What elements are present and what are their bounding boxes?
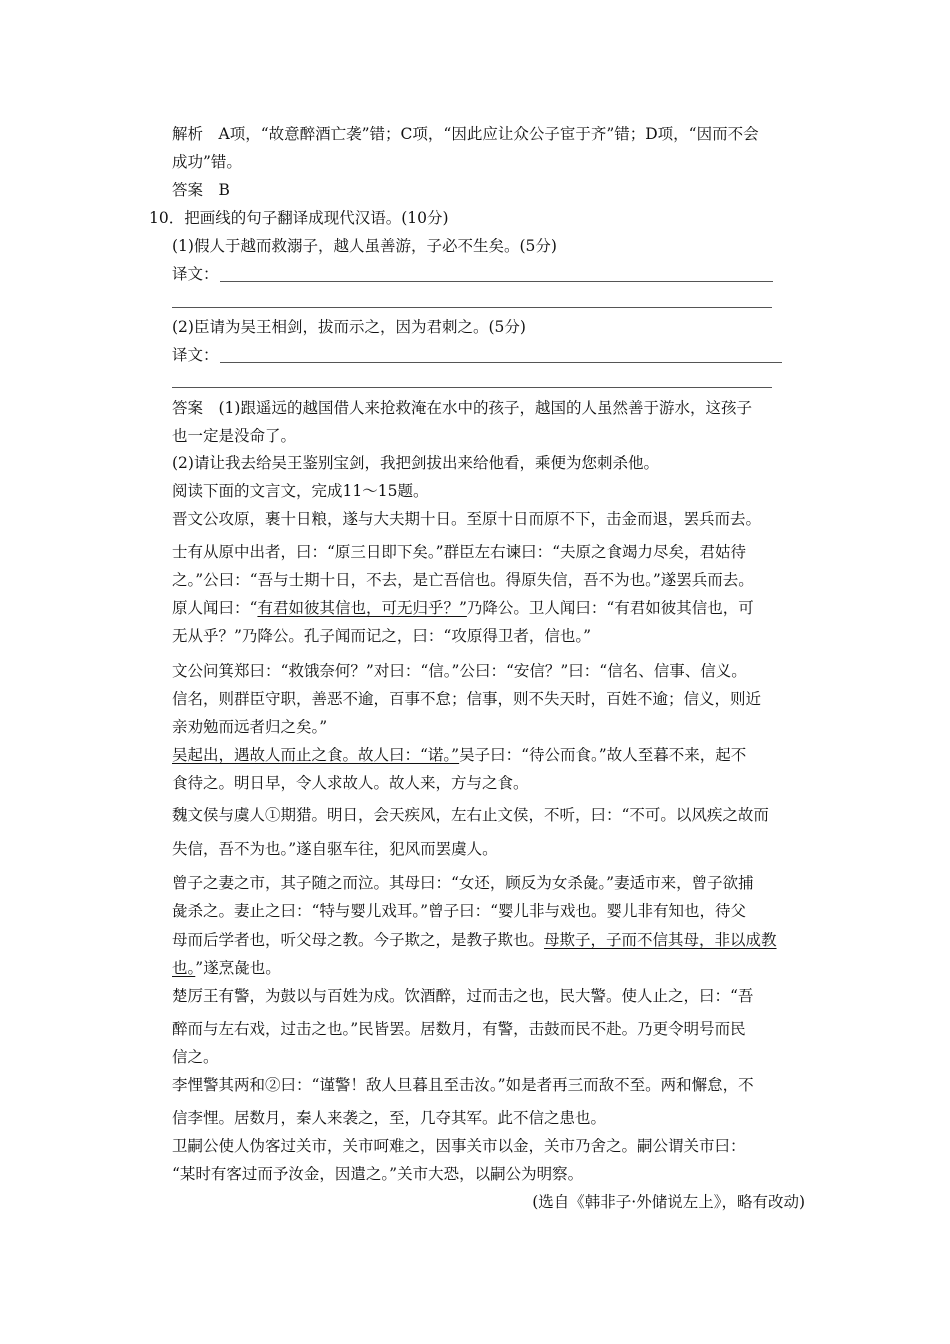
passage-line: 信李悝。居数月，秦人来袭之，至，几夺其军。此不信之患也。 bbox=[172, 1109, 607, 1127]
passage-line: 无从乎？”乃降公。孔子闻而记之，曰：“攻原得卫者，信也。” bbox=[172, 627, 592, 645]
answer-10-line-2: 也一定是没命了。 bbox=[172, 427, 297, 445]
text-segment: 乃降公。卫人闻曰：“有君如彼其信也，可 bbox=[466, 599, 754, 617]
question-10-part-2: (2)臣请为吴王相剑，拔而示之，因为君刺之。(5分) bbox=[172, 318, 526, 336]
passage-line: 亲劝勉而远者归之矣。” bbox=[172, 718, 328, 736]
analysis-line-2: 成功”错。 bbox=[172, 153, 242, 171]
question-10: 10．把画线的句子翻译成现代汉语。(10分) bbox=[149, 209, 449, 227]
passage-line: 之。”公曰：“吾与士期十日，不去，是亡吾信也。得原失信，吾不为也。”遂罢兵而去。 bbox=[172, 571, 754, 589]
answer-line[interactable] bbox=[172, 307, 772, 308]
passage-line: 文公问箕郑曰：“救饿奈何？”对曰：“信。”公曰：“安信？”曰：“信名、信事、信义。 bbox=[172, 662, 747, 680]
passage-line: 楚厉王有警，为鼓以与百姓为戍。饮酒醉，过而击之也，民大警。使人止之，曰：“吾 bbox=[172, 987, 754, 1005]
underlined-sentence: 吴起出，遇故人而止之食。故人曰：“诺。” bbox=[172, 746, 460, 764]
answer-10-line-3: (2)请让我去给吴王鉴别宝剑，我把剑拔出来给他看，乘便为您刺杀他。 bbox=[172, 454, 659, 472]
passage-line: 李悝警其两和②曰：“谨警！敌人旦暮且至击汝。”如是者再三而敌不至。两和懈怠，不 bbox=[172, 1076, 754, 1094]
passage-line bbox=[172, 958, 281, 978]
passage-line: 醉而与左右戏，过击之也。”民皆罢。居数月，有警，击鼓而民不赴。乃更令明号而民 bbox=[172, 1020, 746, 1038]
passage-line: 士有从原中出者，曰：“原三日即下矣。”群臣左右谏曰：“夫原之食竭力尽矣，君姑待 bbox=[172, 543, 747, 561]
underlined-sentence: 有君如彼其信也，可无归乎？” bbox=[257, 599, 467, 617]
passage-line: “某时有客过而予汝金，因遣之。”关市大恐，以嗣公为明察。 bbox=[172, 1165, 584, 1183]
text-segment: 吴子曰：“待公而食。”故人至暮不来，起不 bbox=[459, 746, 747, 764]
analysis-line-1: 解析 A项，“故意醉酒亡袭”错；C项，“因此应让众公子宦于齐”错；D项，“因而不会 bbox=[172, 125, 759, 143]
passage-line: 曾子之妻之市，其子随之而泣。其母曰：“女还，顾反为女杀彘。”妻适市来，曾子欲捕 bbox=[172, 874, 754, 892]
underlined-sentence: 母欺子，子而不信其母，非以成教 bbox=[544, 931, 777, 949]
text-segment: 原人闻曰：“ bbox=[172, 599, 258, 617]
passage-line: 晋文公攻原，裹十日粮，遂与大夫期十日。至原十日而原不下，击金而退，罢兵而去。 bbox=[172, 510, 762, 528]
text-segment: 母而后学者也，听父母之教。今子欺之，是教子欺也。 bbox=[172, 931, 545, 949]
answer-line[interactable] bbox=[220, 362, 782, 363]
reading-instruction: 阅读下面的文言文，完成11～15题。 bbox=[172, 482, 429, 500]
text-segment: ”遂烹彘也。 bbox=[195, 959, 281, 977]
passage-line: 彘杀之。妻止之曰：“特与婴儿戏耳。”曾子曰：“婴儿非与戏也。婴儿非有知也，待父 bbox=[172, 902, 747, 920]
answer-line[interactable] bbox=[220, 281, 773, 282]
source-citation: (选自《韩非子·外储说左上》，略有改动) bbox=[532, 1193, 805, 1211]
answer-b: 答案 B bbox=[172, 181, 230, 199]
passage-line: 魏文侯与虞人①期猎。明日，会天疾风，左右止文侯，不听，曰：“不可。以风疾之故而 bbox=[172, 806, 769, 824]
passage-line: 食待之。明日早，令人求故人。故人来，方与之食。 bbox=[172, 774, 529, 792]
answer-10-line-1: 答案 (1)跟遥远的越国借人来抢救淹在水中的孩子，越国的人虽然善于游水，这孩子 bbox=[172, 399, 752, 417]
answer-line[interactable] bbox=[172, 387, 772, 388]
question-10-part-1: (1)假人于越而救溺子，越人虽善游，子必不生矣。(5分) bbox=[172, 237, 557, 255]
passage-line bbox=[172, 745, 746, 765]
translation-label-1: 译文： bbox=[172, 265, 219, 283]
underlined-sentence: 也。 bbox=[172, 959, 196, 977]
translation-label-2: 译文： bbox=[172, 346, 219, 364]
passage-line bbox=[172, 598, 754, 618]
passage-line: 失信，吾不为也。”遂自驱车往，犯风而罢虞人。 bbox=[172, 840, 498, 858]
passage-line: 卫嗣公使人伪客过关市，关市呵难之，因事关市以金，关市乃舍之。嗣公谓关市曰： bbox=[172, 1137, 746, 1155]
passage-line: 信名，则群臣守职，善恶不逾，百事不怠；信事，则不失天时，百姓不逾；信义，则近 bbox=[172, 690, 762, 708]
passage-line: 信之。 bbox=[172, 1048, 219, 1066]
passage-line bbox=[172, 930, 777, 950]
